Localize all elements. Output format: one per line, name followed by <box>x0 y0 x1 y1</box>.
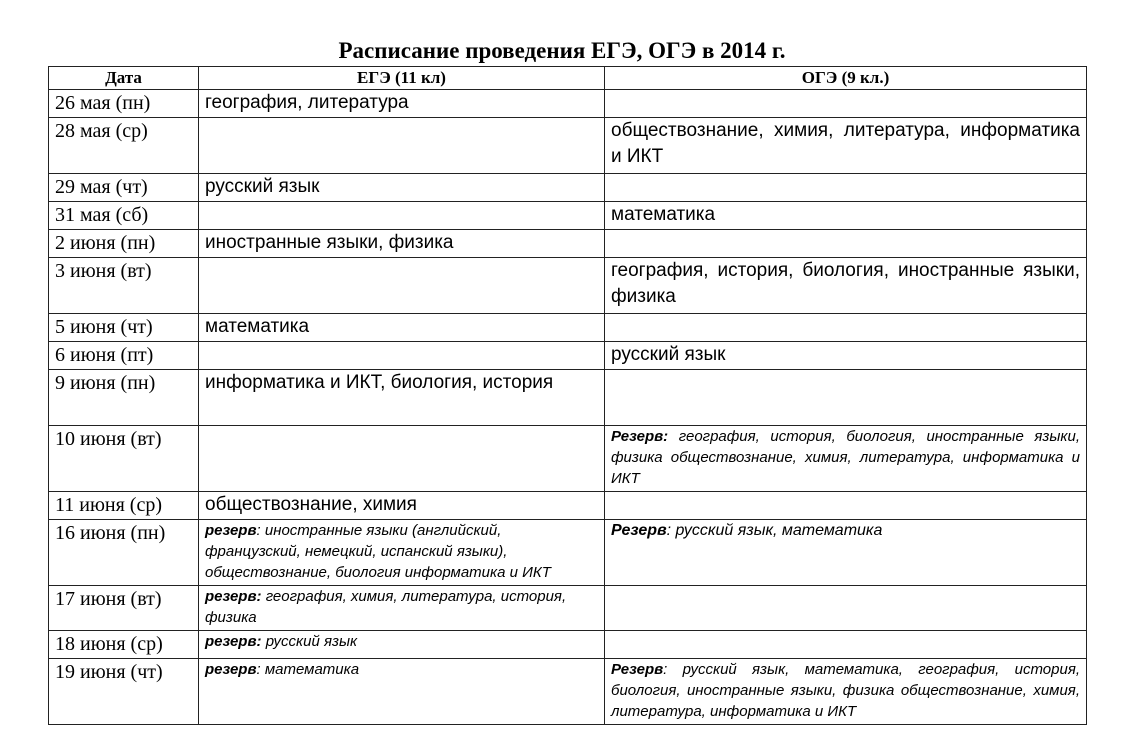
date-cell: 6 июня (пт) <box>49 342 199 370</box>
date-cell: 18 июня (ср) <box>49 631 199 659</box>
header-oge: ОГЭ (9 кл.) <box>605 67 1087 90</box>
date-cell: 10 июня (вт) <box>49 426 199 492</box>
header-date: Дата <box>49 67 199 90</box>
date-cell: 29 мая (чт) <box>49 174 199 202</box>
date-cell: 9 июня (пн) <box>49 370 199 426</box>
reserve-text: : математика <box>256 661 360 678</box>
ege-cell: математика <box>199 314 605 342</box>
table-row <box>49 314 1087 342</box>
ege-cell <box>199 631 605 659</box>
table-row <box>49 202 1087 230</box>
oge-cell <box>605 586 1087 631</box>
oge-cell: обществознание, химия, литература, информатика и ИКТ <box>605 118 1087 174</box>
oge-cell: география, история, биология, иностранные языки, физика <box>605 258 1087 314</box>
reserve-text: : русский язык, математика <box>666 522 883 539</box>
ege-cell: иностранные языки, физика <box>199 230 605 258</box>
oge-cell <box>605 90 1087 118</box>
oge-cell: математика <box>605 202 1087 230</box>
table-row <box>49 90 1087 118</box>
oge-cell <box>605 492 1087 520</box>
ege-cell: обществознание, химия <box>199 492 605 520</box>
ege-cell: русский язык <box>199 174 605 202</box>
oge-cell: русский язык <box>605 342 1087 370</box>
table-row <box>49 659 1087 725</box>
header-ege: ЕГЭ (11 кл) <box>199 67 605 90</box>
oge-cell <box>605 520 1087 586</box>
date-cell: 5 июня (чт) <box>49 314 199 342</box>
table-row <box>49 174 1087 202</box>
oge-cell <box>605 174 1087 202</box>
oge-cell <box>605 230 1087 258</box>
table-row <box>49 492 1087 520</box>
table-row <box>49 370 1087 426</box>
reserve-label: Резерв: <box>611 428 669 445</box>
date-cell: 3 июня (вт) <box>49 258 199 314</box>
ege-cell <box>199 520 605 586</box>
date-cell: 26 мая (пн) <box>49 90 199 118</box>
table-row <box>49 118 1087 174</box>
reserve-text: : русский язык, математика, география, история, биология, иностранные языки, физика обществознание, химия, литература, информатика и ИКТ <box>611 661 1080 720</box>
reserve-text: русский язык <box>261 633 358 650</box>
ege-cell <box>199 258 605 314</box>
reserve-text: география, история, биология, иностранные языки, физика обществознание, химия, литература, информатика и ИКТ <box>611 428 1080 487</box>
oge-cell <box>605 314 1087 342</box>
reserve-label: Резерв <box>611 522 667 539</box>
date-cell: 28 мая (ср) <box>49 118 199 174</box>
document-title: Расписание проведения ЕГЭ, ОГЭ в 2014 г. <box>338 38 786 63</box>
oge-cell <box>605 631 1087 659</box>
reserve-text: : иностранные языки (английский, французский, немецкий, испанский языки), обществознание, биология информатика и ИКТ <box>205 522 551 581</box>
reserve-label: резерв <box>205 522 257 539</box>
ege-cell: география, литература <box>199 90 605 118</box>
table-row <box>49 342 1087 370</box>
table-row <box>49 631 1087 659</box>
oge-cell <box>605 426 1087 492</box>
oge-cell <box>605 370 1087 426</box>
date-cell: 11 июня (ср) <box>49 492 199 520</box>
date-cell: 19 июня (чт) <box>49 659 199 725</box>
oge-cell <box>605 659 1087 725</box>
reserve-text: география, химия, литература, история, физика <box>205 588 567 626</box>
schedule-table <box>48 66 1087 725</box>
table-row <box>49 586 1087 631</box>
table-row <box>49 520 1087 586</box>
ege-cell: информатика и ИКТ, биология, история <box>199 370 605 426</box>
ege-cell <box>199 586 605 631</box>
date-cell: 17 июня (вт) <box>49 586 199 631</box>
ege-cell <box>199 426 605 492</box>
date-cell: 2 июня (пн) <box>49 230 199 258</box>
ege-cell <box>199 118 605 174</box>
date-cell: 16 июня (пн) <box>49 520 199 586</box>
ege-cell <box>199 342 605 370</box>
reserve-label: резерв: <box>205 633 262 650</box>
table-row <box>49 258 1087 314</box>
date-cell: 31 мая (сб) <box>49 202 199 230</box>
reserve-label: резерв: <box>205 588 262 605</box>
table-row <box>49 230 1087 258</box>
table-row <box>49 426 1087 492</box>
ege-cell <box>199 659 605 725</box>
reserve-label: резерв <box>205 661 257 678</box>
reserve-label: Резерв <box>611 661 664 678</box>
ege-cell <box>199 202 605 230</box>
